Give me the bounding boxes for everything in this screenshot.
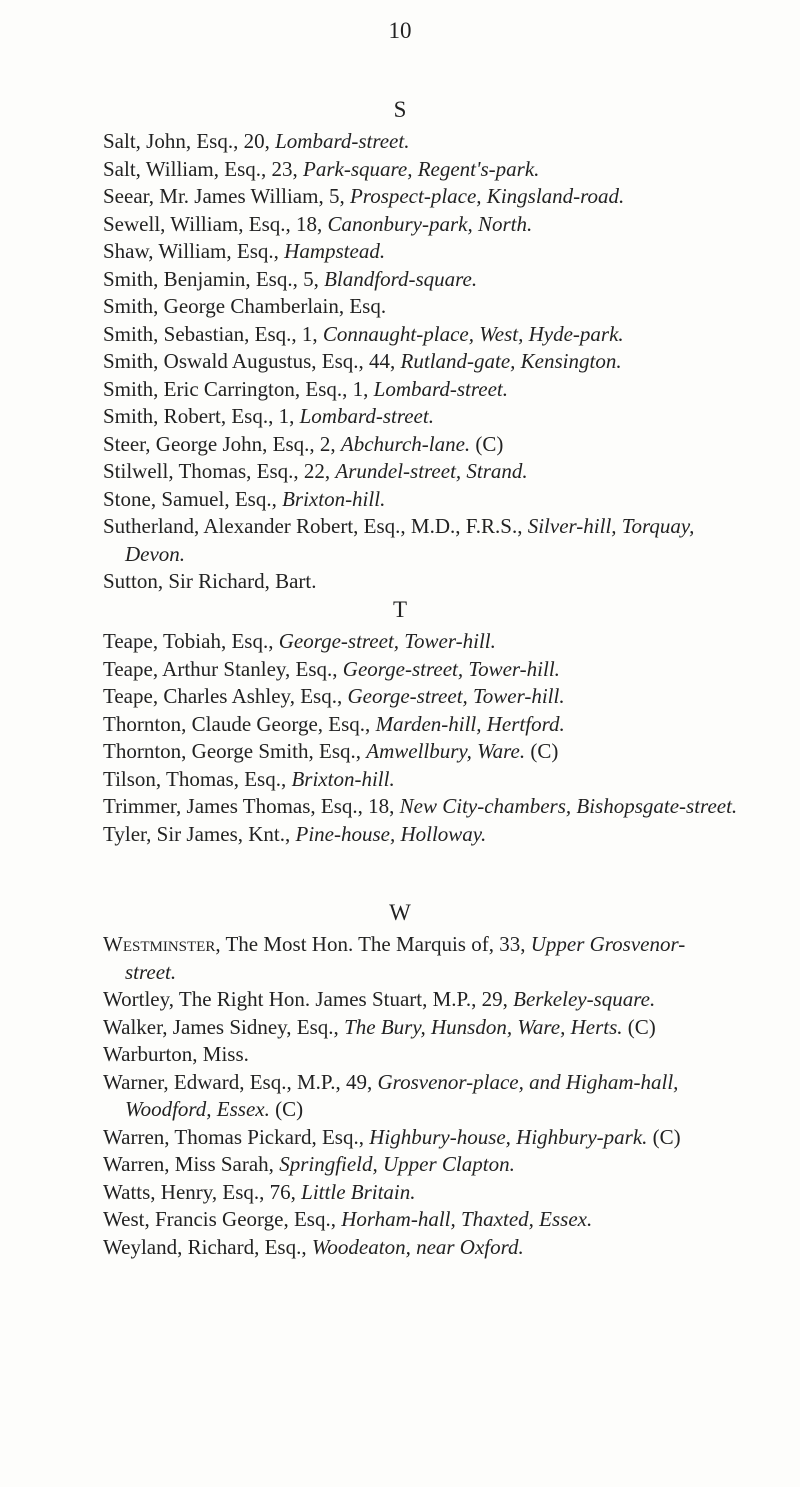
entry-name: Shaw, William, Esq., — [103, 239, 285, 263]
section-t — [0, 592, 800, 848]
entry-name: Smith, Benjamin, Esq., 5, — [103, 266, 325, 291]
entry-address: George-street, Tower-hill. — [342, 656, 560, 681]
entry-name: Trimmer, James Thomas, Esq., 18, — [103, 794, 400, 818]
directory-entry — [103, 513, 793, 568]
entry-address: New City-chambers, Bishopsgate-street. — [399, 794, 738, 818]
entry-name: Sutton, Sir Richard, Bart. — [103, 569, 317, 593]
entry-address: Upper Grosvenor- — [530, 932, 686, 956]
directory-entry — [103, 738, 793, 766]
directory-entry — [103, 1124, 793, 1152]
directory-entry — [103, 156, 793, 184]
directory-entry — [103, 931, 793, 986]
section-s — [0, 92, 800, 596]
entry-name: Thornton, George Smith, Esq., — [103, 739, 367, 763]
entry-continuation — [125, 1096, 793, 1124]
directory-entry — [103, 656, 793, 684]
entry-name: Sewell, William, Esq., 18, — [103, 211, 328, 236]
directory-entry — [103, 128, 793, 156]
entry-name: Seear, Mr. James William, 5, — [103, 184, 350, 208]
directory-entry — [103, 486, 793, 514]
entry-address: Canonbury-park, North. — [327, 211, 533, 236]
entry-name: Warren, Thomas Pickard, Esq., — [103, 1124, 370, 1149]
directory-entry — [103, 1206, 793, 1234]
entry-name: Smith, Sebastian, Esq., 1, — [103, 321, 323, 346]
directory-entry — [103, 458, 793, 486]
entry-name: Salt, John, Esq., 20, — [103, 129, 276, 153]
entry-name: Warren, Miss Sarah, — [103, 1152, 280, 1176]
entry-address: George-street, Tower-hill. — [347, 684, 565, 708]
directory-entry — [103, 986, 793, 1014]
entry-address: Silver-hill, Torquay, — [527, 514, 695, 538]
entry-name: Steer, George John, Esq., 2, — [103, 431, 341, 456]
entry-list — [0, 128, 800, 596]
directory-entry — [103, 403, 793, 431]
entry-address: Abchurch-lane. — [340, 431, 471, 456]
directory-entry — [103, 183, 793, 211]
entry-name: Walker, James Sidney, Esq., — [103, 1014, 345, 1039]
directory-entry — [103, 1179, 793, 1207]
entry-list — [0, 628, 800, 848]
entry-continuation-suffix: (C) — [269, 1097, 304, 1121]
entry-address: Grosvenor-place, and Higham-hall, — [377, 1069, 679, 1094]
directory-entry — [103, 821, 793, 849]
entry-address: Pine-house, Holloway. — [295, 821, 487, 846]
directory-entry — [103, 266, 793, 294]
entry-continuation-address: street. — [125, 959, 177, 984]
entry-address: Lombard-street. — [275, 129, 410, 153]
entry-address: Berkeley-square. — [513, 987, 656, 1011]
entry-name: Warburton, Miss. — [103, 1042, 249, 1066]
directory-entry — [103, 376, 793, 404]
entry-address: Blandford-square. — [324, 266, 478, 291]
directory-entry — [103, 1041, 793, 1069]
entry-address: Little Britain. — [301, 1179, 416, 1204]
entry-name: Tyler, Sir James, Knt., — [103, 821, 296, 846]
directory-entry — [103, 766, 793, 794]
entry-name: Teape, Arthur Stanley, Esq., — [103, 656, 343, 681]
entry-address: Rutland-gate, Kensington. — [400, 349, 622, 373]
entry-name: Watts, Henry, Esq., 76, — [103, 1179, 302, 1204]
section-letter: T — [392, 597, 408, 622]
entry-name: Stone, Samuel, Esq., — [103, 486, 283, 511]
entry-continuation-address: Devon. — [125, 541, 186, 566]
directory-entry — [103, 793, 793, 821]
entry-address: Hampstead. — [284, 239, 386, 263]
entry-suffix: (C) — [622, 1014, 656, 1039]
entry-address: Arundel-street, Strand. — [335, 459, 528, 483]
entry-suffix: (C) — [470, 431, 504, 456]
section-letter: W — [389, 900, 411, 925]
section-letter: S — [393, 97, 407, 122]
entry-continuation-address: Woodford, Essex. — [125, 1097, 270, 1121]
entry-name: Smith, Oswald Augustus, Esq., 44, — [103, 349, 401, 373]
directory-entry — [103, 238, 793, 266]
page-number: 10 — [388, 18, 412, 43]
section-w — [0, 895, 800, 1261]
directory-entry — [103, 348, 793, 376]
entry-name: Smith, George Chamberlain, Esq. — [103, 294, 387, 318]
directory-entry — [103, 321, 793, 349]
entry-name: Tilson, Thomas, Esq., — [103, 766, 292, 791]
directory-entry — [103, 711, 793, 739]
entry-suffix: (C) — [525, 739, 559, 763]
entry-address: Highbury-house, Highbury-park. — [369, 1124, 648, 1149]
entry-address: Marden-hill, Hertford. — [375, 711, 565, 736]
entry-address: Connaught-place, West, Hyde-park. — [322, 321, 624, 346]
entry-address: George-street, Tower-hill. — [278, 629, 496, 653]
directory-entry — [103, 1069, 793, 1124]
directory-entry — [103, 1151, 793, 1179]
directory-entry — [103, 683, 793, 711]
directory-entry — [103, 211, 793, 239]
entry-address: Prospect-place, Kingsland-road. — [349, 184, 625, 208]
entry-name-smallcaps: Westminster — [103, 932, 216, 956]
entry-name: Salt, William, Esq., 23, — [103, 156, 304, 181]
entry-name: Weyland, Richard, Esq., — [103, 1234, 312, 1259]
entry-name: Thornton, Claude George, Esq., — [103, 711, 376, 736]
directory-entry — [103, 1014, 793, 1042]
entry-address: Brixton-hill. — [291, 766, 395, 791]
entry-address: Brixton-hill. — [282, 486, 386, 511]
entry-continuation — [125, 541, 793, 569]
entry-name: Sutherland, Alexander Robert, Esq., M.D., F.R.S., — [103, 514, 528, 538]
directory-entry — [103, 628, 793, 656]
entry-continuation — [125, 959, 793, 987]
entry-name: Wortley, The Right Hon. James Stuart, M.P., 29, — [103, 987, 514, 1011]
entry-address: Springfield, Upper Clapton. — [279, 1152, 515, 1176]
entry-name: Stilwell, Thomas, Esq., 22, — [103, 459, 336, 483]
entry-address: Amwellbury, Ware. — [366, 739, 526, 763]
entry-name: Teape, Charles Ashley, Esq., — [103, 684, 348, 708]
entry-address: Woodeaton, near Oxford. — [311, 1234, 524, 1259]
entry-name: , The Most Hon. The Marquis of, 33, — [215, 932, 531, 956]
entry-name: Smith, Eric Carrington, Esq., 1, — [103, 376, 374, 401]
entry-name: Smith, Robert, Esq., 1, — [103, 404, 300, 428]
entry-address: Park-square, Regent's-park. — [303, 156, 540, 181]
entry-address: Horham-hall, Thaxted, Essex. — [341, 1207, 593, 1231]
entry-name: West, Francis George, Esq., — [103, 1207, 342, 1231]
entry-address: The Bury, Hunsdon, Ware, Herts. — [344, 1014, 623, 1039]
entry-list — [0, 931, 800, 1261]
entry-suffix: (C) — [647, 1124, 681, 1149]
directory-entry — [103, 293, 793, 321]
directory-entry — [103, 1234, 793, 1262]
entry-name: Warner, Edward, Esq., M.P., 49, — [103, 1069, 378, 1094]
directory-entry — [103, 431, 793, 459]
entry-address: Lombard-street. — [299, 404, 434, 428]
entry-address: Lombard-street. — [373, 376, 509, 401]
entry-name: Teape, Tobiah, Esq., — [103, 629, 279, 653]
